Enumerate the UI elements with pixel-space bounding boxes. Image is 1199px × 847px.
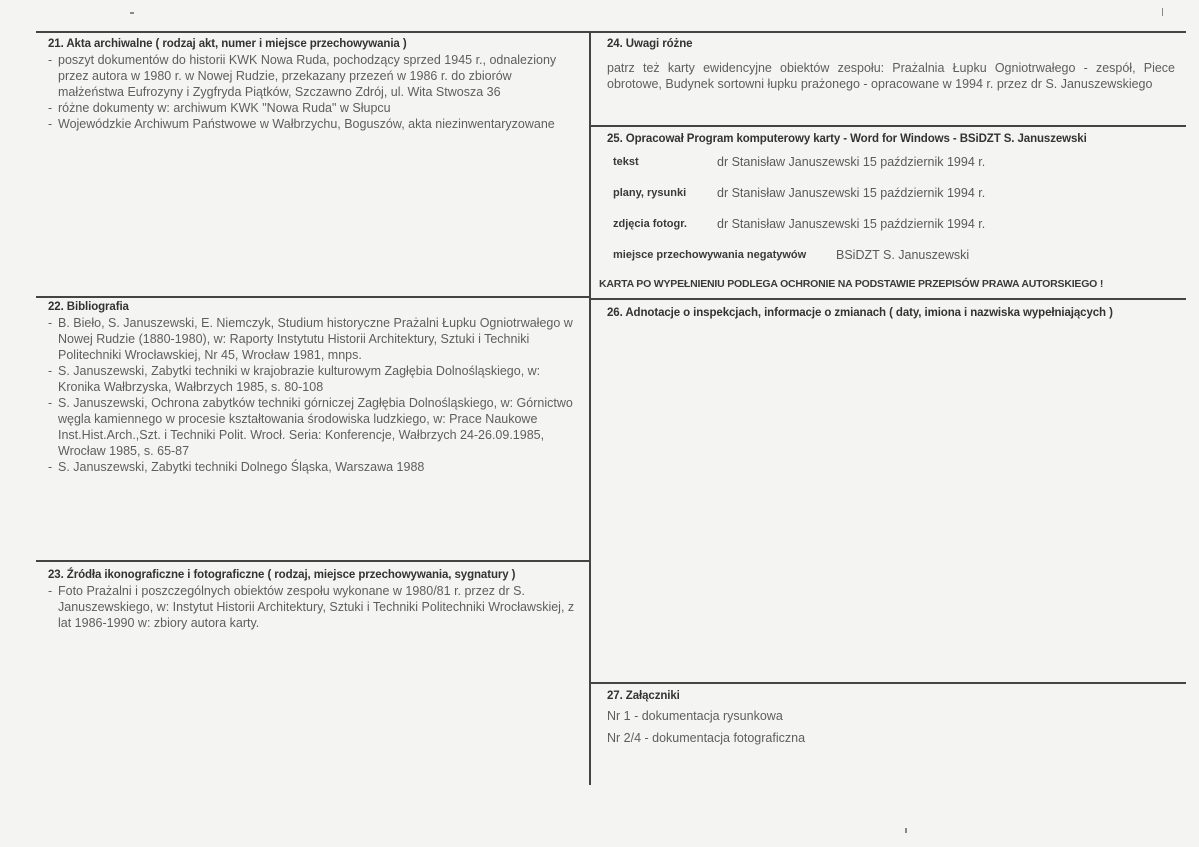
section-27-header: 27. Załączniki xyxy=(607,690,680,702)
divider-24-25 xyxy=(590,125,1186,127)
scan-mark xyxy=(1162,8,1163,16)
divider-26-27 xyxy=(590,682,1186,684)
row-value-negatives: BSiDZT S. Januszewski xyxy=(836,248,970,262)
list-item: - S. Januszewski, Zabytki techniki Dolnego Śląska, Warszawa 1988 xyxy=(48,460,425,474)
row-value-drawings: dr Stanisław Januszewski 15 październik 1994 r. xyxy=(717,186,986,200)
row-label-text: tekst xyxy=(613,156,639,168)
copyright-notice: KARTA PO WYPEŁNIENIU PODLEGA OCHRONIE NA PODSTAWIE PRZEPISÓW PRAWA AUTORSKIEGO ! xyxy=(599,278,1104,290)
section-21-header: 21. Akta archiwalne ( rodzaj akt, numer i miejsce przechowywania ) xyxy=(48,38,407,50)
section-23-iconographic-sources xyxy=(48,567,578,631)
section-22-list xyxy=(48,315,578,475)
row-label-negatives: miejsce przechowywania negatywów xyxy=(613,249,807,261)
divider-25-26 xyxy=(590,298,1186,300)
section-21-archival-records xyxy=(48,36,578,132)
section-23-list xyxy=(48,583,578,631)
attachment-item: Nr 2/4 - dokumentacja fotograficzna xyxy=(607,731,806,745)
divider-21-22 xyxy=(36,296,590,298)
top-border xyxy=(36,31,1186,33)
row-value-photos: dr Stanisław Januszewski 15 październik 1994 r. xyxy=(717,217,986,231)
section-21-list xyxy=(48,52,578,132)
section-24-text: patrz też karty ewidencyjne obiektów zespołu: Prażalnia Łupku Ogniotrwałego - zespół, Piece obrotowe, Budynek sortowni łupku prażonego - opracowane w 1994 r. przez dr S. Januszewskiego xyxy=(607,61,1175,91)
divider-22-23 xyxy=(36,560,590,562)
row-label-photos: zdjęcia fotogr. xyxy=(613,218,687,230)
list-item: - Foto Prażalni i poszczególnych obiektów zespołu wykonane w 1980/81 r. przez dr S. Januszewskiego, w: Instytut Historii Architektury, Sztuki i Techniki Politechniki Wrocławskiej, z lat 1986-1990 w: zbiory autora karty. xyxy=(48,584,575,630)
attachment-item: Nr 1 - dokumentacja rysunkowa xyxy=(607,709,783,723)
section-24-notes xyxy=(607,36,1175,92)
list-item: - S. Januszewski, Ochrona zabytków techniki górniczej Zagłębia Dolnośląskiego, w: Górnictwo węgla kamiennego w procesie kształtowania środowiska ludzkiego, w: Prace Naukowe Inst.Hist.Arch.,Szt. i Techniki Polit. Wrocł. Seria: Konferencje, Wałbrzych 24-26.09.1985, Wrocław 1985, s. 65-87 xyxy=(48,396,573,458)
section-23-header: 23. Źródła ikonograficzne i fotograficzne ( rodzaj, miejsce przechowywania, sygnatury ) xyxy=(48,569,516,581)
list-item: - B. Bieło, S. Januszewski, E. Niemczyk, Studium historyczne Prażalni Łupku Ogniotrwałego w Nowej Rudzie (1880-1980), w: Raporty Instytutu Historii Architektury, Sztuki i Techniki Politechniki Wrocławskiej, Nr 45, Wrocław 1981, mnps. xyxy=(48,316,573,362)
row-label-drawings: plany, rysunki xyxy=(613,187,687,199)
row-value-text: dr Stanisław Januszewski 15 październik 1994 r. xyxy=(717,155,986,169)
section-27-attachments xyxy=(607,688,1167,746)
scan-mark xyxy=(130,12,134,14)
section-22-bibliography xyxy=(48,299,578,475)
list-item: - poszyt dokumentów do historii KWK Nowa Ruda, pochodzący sprzed 1945 r., odnaleziony przez autora w 1980 r. w Nowej Rudzie, przekazany przezeń w 1986 r. do zbiorów małżeństwa Eufrozyny i Zygfryda Piątków, Szczawno Zdrój, ul. Wita Stwosza 36 xyxy=(48,53,557,99)
list-item: - Wojewódzkie Archiwum Państwowe w Wałbrzychu, Boguszów, akta niezinwentaryzowane xyxy=(48,117,555,131)
section-22-header: 22. Bibliografia xyxy=(48,301,129,313)
list-item: - S. Januszewski, Zabytki techniki w krajobrazie kulturowym Zagłębia Dolnośląskiego, w: Kronika Wałbrzyska, Wałbrzych 1985, s. 80-108 xyxy=(48,364,541,394)
section-24-header: 24. Uwagi różne xyxy=(607,38,693,50)
list-item: - różne dokumenty w: archiwum KWK "Nowa Ruda" w Słupcu xyxy=(48,101,391,115)
section-26-header: 26. Adnotacje o inspekcjach, informacje o zmianach ( daty, imiona i nazwiska wypełniających ) xyxy=(607,307,1113,319)
scan-mark xyxy=(905,828,907,833)
section-25-header: 25. Opracował Program komputerowy karty - Word for Windows - BSiDZT S. Januszewski xyxy=(607,133,1087,145)
center-divider xyxy=(589,31,591,785)
